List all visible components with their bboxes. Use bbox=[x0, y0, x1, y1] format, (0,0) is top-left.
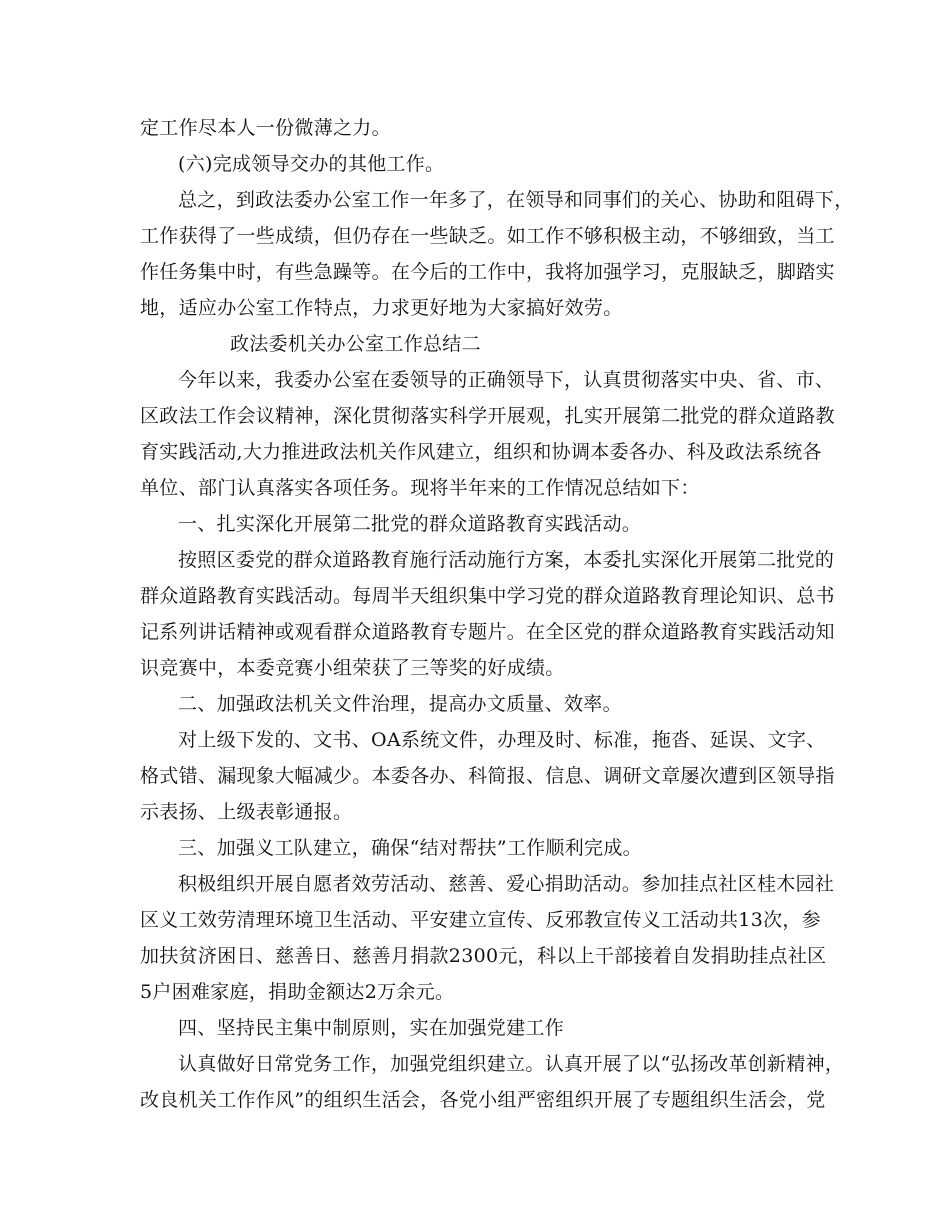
text-line: 总之，到政法委办公室工作一年多了，在领导和同事们的关心、协助和阻碍下， bbox=[178, 189, 854, 211]
text-line: 记系列讲话精神或观看群众道路教育专题片。在全区党的群众道路教育实践活动知 bbox=[140, 621, 835, 643]
section-heading: 二、加强政法机关文件治理，提高办文质量、效率。 bbox=[178, 693, 622, 715]
text-line: 格式错、漏现象大幅减少。本委各办、科简报、信息、调研文章屡次遭到区领导指 bbox=[140, 765, 835, 787]
section-heading: 四、坚持民主集中制原则，实在加强党建工作 bbox=[178, 1017, 565, 1039]
text-line: 认真做好日常党务工作，加强党组织建立。认真开展了以“弘扬改革创新精神， bbox=[178, 1053, 845, 1075]
text-line: 对上级下发的、文书、OA系统文件，办理及时、标准，拖沓、延误、文字、 bbox=[178, 729, 826, 751]
text-line: 定工作尽本人一份微薄之力。 bbox=[140, 117, 391, 139]
text-line: 识竞赛中，本委竞赛小组荣获了三等奖的好成绩。 bbox=[140, 657, 565, 679]
section-heading: 三、加强义工队建立，确保“结对帮扶”工作顺利完成。 bbox=[178, 837, 642, 859]
section-heading: 一、扎实深化开展第二批党的群众道路教育实践活动。 bbox=[178, 513, 642, 535]
document-title: 政法委机关办公室工作总结二 bbox=[230, 333, 481, 355]
text-line: 今年以来，我委办公室在委领导的正确领导下，认真贯彻落实中央、省、市、 bbox=[178, 369, 835, 391]
text-line: 示表扬、上级表彰通报。 bbox=[140, 801, 353, 823]
text-line: 单位、部门认真落实各项任务。现将半年来的工作情况总结如下： bbox=[140, 477, 700, 499]
text-line: 区政法工作会议精神，深化贯彻落实科学开展观，扎实开展第二批党的群众道路教 bbox=[140, 405, 835, 427]
text-line: 育实践活动,大力推进政法机关作风建立，组织和协调本委各办、科及政法系统各 bbox=[140, 441, 822, 463]
text-line: 加扶贫济困日、慈善日、慈善月捐款2300元，科以上干部接着自发捐助挂点社区 bbox=[140, 945, 827, 967]
text-line: 工作获得了一些成绩，但仍存在一些缺乏。如工作不够积极主动，不够细致，当工 bbox=[140, 225, 835, 247]
text-line: 作任务集中时，有些急躁等。在今后的工作中，我将加强学习，克服缺乏，脚踏实 bbox=[140, 261, 835, 283]
text-line: 改良机关工作作风”的组织生活会，各党小组严密组织开展了专题组织生活会，党 bbox=[140, 1089, 826, 1111]
text-line: 区义工效劳清理环境卫生活动、平安建立宣传、反邪教宣传义工活动共13次，参 bbox=[140, 909, 821, 931]
text-line: 地，适应办公室工作特点，力求更好地为大家搞好效劳。 bbox=[140, 297, 623, 319]
text-line: 按照区委党的群众道路教育施行活动施行方案，本委扎实深化开展第二批党的 bbox=[178, 549, 835, 571]
text-line: 积极组织开展自愿者效劳活动、慈善、爱心捐助活动。参加挂点社区桂木园社 bbox=[178, 873, 835, 895]
text-line: 5户困难家庭，捐助金额达2万余元。 bbox=[140, 981, 455, 1003]
text-line: 群众道路教育实践活动。每周半天组织集中学习党的群众道路教育理论知识、总书 bbox=[140, 585, 835, 607]
section-heading: (六)完成领导交办的其他工作。 bbox=[178, 153, 445, 175]
